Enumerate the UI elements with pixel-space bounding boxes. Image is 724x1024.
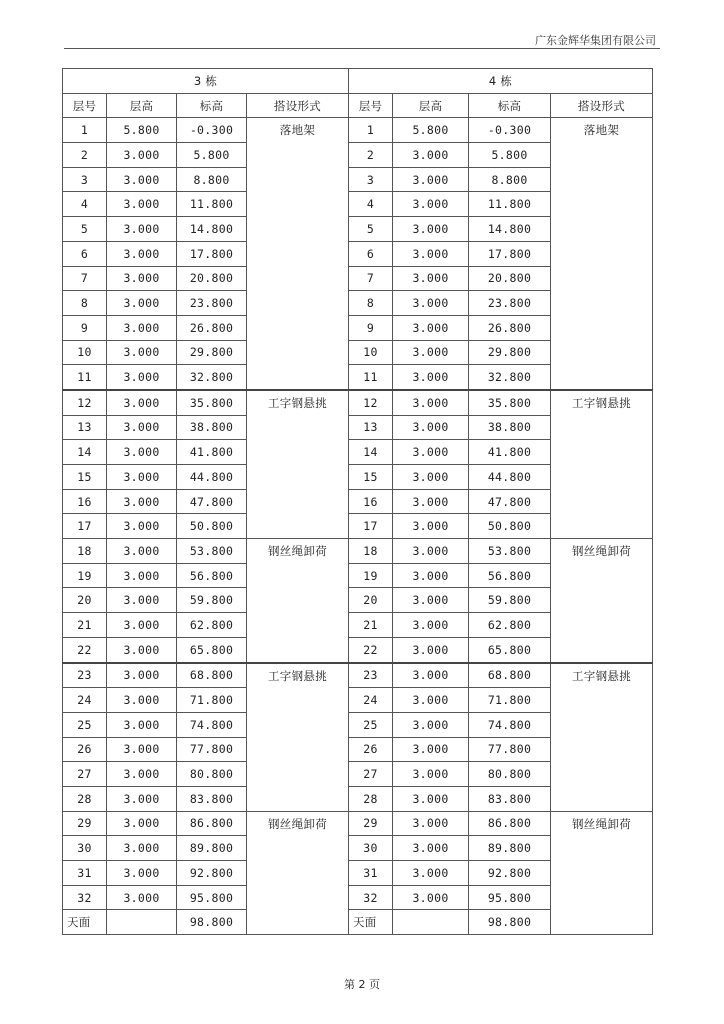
floor-number-cell: 4 [63, 192, 107, 217]
scaffold-mode-cell: 钢丝绳卸荷 [247, 539, 349, 663]
scaffold-mode-cell: 工字钢悬挑 [551, 663, 653, 812]
elevation-cell: 23.800 [469, 291, 551, 316]
floor-height-cell: 3.000 [107, 390, 177, 415]
elevation-cell: 41.800 [177, 440, 247, 465]
header-rule [64, 48, 660, 49]
floor-number-cell: 3 [63, 167, 107, 192]
floor-height-cell: 3.000 [107, 315, 177, 340]
col-header-elevation: 标高 [469, 93, 551, 118]
elevation-cell: 11.800 [469, 192, 551, 217]
floor-height-cell: 3.000 [107, 663, 177, 688]
floor-number-cell: 7 [349, 266, 393, 291]
floor-height-cell: 3.000 [393, 365, 469, 390]
floor-height-cell: 3.000 [107, 217, 177, 242]
floor-height-cell [107, 910, 177, 935]
elevation-cell: 95.800 [177, 885, 247, 910]
floor-number-cell: 28 [63, 786, 107, 811]
elevation-cell: 98.800 [177, 910, 247, 935]
elevation-cell: 56.800 [469, 563, 551, 588]
floor-height-cell: 3.000 [107, 514, 177, 539]
floor-height-cell: 3.000 [393, 539, 469, 564]
floor-number-cell: 10 [63, 340, 107, 365]
floor-height-cell: 3.000 [393, 688, 469, 713]
floor-height-cell: 3.000 [107, 465, 177, 490]
elevation-cell: 53.800 [177, 539, 247, 564]
column-header-row [63, 93, 653, 118]
elevation-cell: 83.800 [469, 786, 551, 811]
elevation-cell: -0.300 [469, 118, 551, 143]
elevation-cell: 47.800 [177, 489, 247, 514]
floor-number-cell: 13 [349, 415, 393, 440]
floor-number-cell: 12 [63, 390, 107, 415]
elevation-cell: 86.800 [177, 811, 247, 836]
floor-number-cell: 18 [63, 539, 107, 564]
floor-height-cell: 3.000 [393, 861, 469, 886]
floor-height-cell: 5.800 [107, 118, 177, 143]
col-header-floor: 层号 [63, 93, 107, 118]
floor-height-cell: 3.000 [107, 266, 177, 291]
floor-height-cell: 3.000 [107, 811, 177, 836]
floor-number-cell: 27 [349, 762, 393, 787]
scaffold-mode-cell: 工字钢悬挑 [551, 390, 653, 539]
floor-height-cell: 3.000 [393, 241, 469, 266]
floor-height-cell: 3.000 [107, 563, 177, 588]
floor-height-cell: 3.000 [393, 786, 469, 811]
elevation-cell: 95.800 [469, 885, 551, 910]
floor-height-cell: 3.000 [393, 192, 469, 217]
floor-number-cell: 21 [63, 613, 107, 638]
elevation-cell: 26.800 [469, 315, 551, 340]
elevation-cell: -0.300 [177, 118, 247, 143]
col-header-mode: 搭设形式 [247, 93, 349, 118]
floor-number-cell: 13 [63, 415, 107, 440]
elevation-cell: 38.800 [177, 415, 247, 440]
floor-number-cell: 26 [63, 737, 107, 762]
floor-number-cell: 30 [63, 836, 107, 861]
floor-height-cell: 3.000 [393, 340, 469, 365]
floor-number-cell: 17 [63, 514, 107, 539]
col-header-height: 层高 [393, 93, 469, 118]
floor-height-cell: 3.000 [393, 415, 469, 440]
floor-height-cell: 3.000 [393, 489, 469, 514]
elevation-cell: 8.800 [469, 167, 551, 192]
elevation-cell: 68.800 [177, 663, 247, 688]
floor-number-cell: 25 [349, 712, 393, 737]
floor-height-cell: 3.000 [393, 613, 469, 638]
elevation-cell: 41.800 [469, 440, 551, 465]
floor-height-cell: 3.000 [393, 637, 469, 662]
floor-height-cell: 3.000 [393, 811, 469, 836]
floor-number-cell: 17 [349, 514, 393, 539]
floor-number-cell: 15 [349, 465, 393, 490]
elevation-cell: 92.800 [469, 861, 551, 886]
elevation-cell: 11.800 [177, 192, 247, 217]
col-header-mode: 搭设形式 [551, 93, 653, 118]
elevation-cell: 68.800 [469, 663, 551, 688]
elevation-cell: 92.800 [177, 861, 247, 886]
table-row [63, 811, 653, 836]
floor-height-cell: 3.000 [107, 688, 177, 713]
floor-number-cell: 26 [349, 737, 393, 762]
col-header-floor: 层号 [349, 93, 393, 118]
company-name: 广东金辉华集团有限公司 [535, 34, 656, 47]
floor-number-cell: 22 [349, 637, 393, 662]
elevation-cell: 80.800 [469, 762, 551, 787]
table-row [63, 663, 653, 688]
floor-number-cell: 14 [63, 440, 107, 465]
floor-height-cell: 3.000 [107, 588, 177, 613]
floor-number-cell: 天面 [349, 910, 393, 935]
floor-number-cell: 1 [349, 118, 393, 143]
floor-height-cell: 3.000 [107, 489, 177, 514]
table-row [63, 539, 653, 564]
scaffold-mode-cell: 工字钢悬挑 [247, 663, 349, 812]
elevation-cell: 62.800 [177, 613, 247, 638]
scaffold-mode-cell: 工字钢悬挑 [247, 390, 349, 539]
elevation-cell: 29.800 [469, 340, 551, 365]
floor-number-cell: 16 [349, 489, 393, 514]
floor-number-cell: 18 [349, 539, 393, 564]
elevation-cell: 47.800 [469, 489, 551, 514]
floor-height-cell: 3.000 [393, 588, 469, 613]
floor-height-cell: 3.000 [107, 143, 177, 168]
elevation-cell: 65.800 [177, 637, 247, 662]
floor-height-cell: 3.000 [107, 291, 177, 316]
scaffold-mode-cell: 钢丝绳卸荷 [551, 811, 653, 934]
floor-number-cell: 19 [349, 563, 393, 588]
floor-number-cell: 5 [349, 217, 393, 242]
floor-number-cell: 22 [63, 637, 107, 662]
floor-number-cell: 15 [63, 465, 107, 490]
floor-height-cell: 3.000 [107, 365, 177, 390]
floor-number-cell: 9 [63, 315, 107, 340]
floor-height-cell: 3.000 [393, 217, 469, 242]
floor-number-cell: 1 [63, 118, 107, 143]
elevation-cell: 29.800 [177, 340, 247, 365]
floor-number-cell: 25 [63, 712, 107, 737]
floor-height-cell: 3.000 [107, 762, 177, 787]
floor-height-cell: 3.000 [393, 514, 469, 539]
elevation-cell: 50.800 [469, 514, 551, 539]
building-right-label: 4 栋 [349, 69, 653, 94]
floor-height-cell: 3.000 [107, 861, 177, 886]
table-body [63, 118, 653, 935]
floor-height-cell: 3.000 [107, 712, 177, 737]
floor-number-cell: 31 [63, 861, 107, 886]
floor-number-cell: 3 [349, 167, 393, 192]
floor-number-cell: 14 [349, 440, 393, 465]
elevation-cell: 98.800 [469, 910, 551, 935]
floor-height-cell: 3.000 [107, 241, 177, 266]
elevation-cell: 74.800 [177, 712, 247, 737]
floor-number-cell: 2 [63, 143, 107, 168]
elevation-cell: 35.800 [177, 390, 247, 415]
floor-number-cell: 16 [63, 489, 107, 514]
col-header-height: 层高 [107, 93, 177, 118]
floor-number-cell: 10 [349, 340, 393, 365]
scaffold-mode-cell: 钢丝绳卸荷 [551, 539, 653, 663]
floor-height-cell: 3.000 [393, 762, 469, 787]
floor-number-cell: 21 [349, 613, 393, 638]
floor-height-cell: 3.000 [393, 563, 469, 588]
elevation-cell: 89.800 [177, 836, 247, 861]
elevation-cell: 89.800 [469, 836, 551, 861]
elevation-cell: 23.800 [177, 291, 247, 316]
elevation-cell: 38.800 [469, 415, 551, 440]
floor-number-cell: 11 [63, 365, 107, 390]
floor-height-cell: 3.000 [393, 315, 469, 340]
elevation-cell: 83.800 [177, 786, 247, 811]
elevation-cell: 5.800 [177, 143, 247, 168]
floor-number-cell: 6 [63, 241, 107, 266]
elevation-cell: 65.800 [469, 637, 551, 662]
floor-number-cell: 6 [349, 241, 393, 266]
elevation-cell: 26.800 [177, 315, 247, 340]
elevation-cell: 71.800 [469, 688, 551, 713]
floor-number-cell: 29 [63, 811, 107, 836]
floor-number-cell: 27 [63, 762, 107, 787]
floor-number-cell: 32 [63, 885, 107, 910]
floor-height-cell: 3.000 [107, 192, 177, 217]
floor-number-cell: 20 [63, 588, 107, 613]
floor-number-cell: 11 [349, 365, 393, 390]
col-header-elevation: 标高 [177, 93, 247, 118]
floor-height-cell: 3.000 [107, 440, 177, 465]
elevation-cell: 17.800 [177, 241, 247, 266]
elevation-cell: 71.800 [177, 688, 247, 713]
floor-number-cell: 20 [349, 588, 393, 613]
elevation-cell: 53.800 [469, 539, 551, 564]
floor-height-cell: 3.000 [393, 885, 469, 910]
elevation-cell: 35.800 [469, 390, 551, 415]
page-number: 第 2 页 [344, 978, 380, 991]
floor-height-cell: 3.000 [393, 440, 469, 465]
floor-height-cell: 3.000 [107, 167, 177, 192]
floor-height-cell: 3.000 [393, 663, 469, 688]
floor-number-cell: 2 [349, 143, 393, 168]
scaffold-mode-cell: 钢丝绳卸荷 [247, 811, 349, 934]
elevation-cell: 44.800 [469, 465, 551, 490]
floor-height-cell: 3.000 [107, 885, 177, 910]
elevation-cell: 77.800 [177, 737, 247, 762]
floor-height-cell: 3.000 [393, 390, 469, 415]
elevation-cell: 59.800 [469, 588, 551, 613]
elevation-cell: 32.800 [177, 365, 247, 390]
floor-number-cell: 4 [349, 192, 393, 217]
floor-number-cell: 5 [63, 217, 107, 242]
floor-height-cell: 3.000 [393, 836, 469, 861]
elevation-cell: 56.800 [177, 563, 247, 588]
floor-height-cell: 3.000 [393, 737, 469, 762]
elevation-cell: 74.800 [469, 712, 551, 737]
floor-elevation-table [62, 68, 653, 935]
floor-height-cell: 3.000 [107, 415, 177, 440]
floor-height-cell: 3.000 [393, 712, 469, 737]
floor-number-cell: 30 [349, 836, 393, 861]
floor-number-cell: 32 [349, 885, 393, 910]
floor-height-cell: 3.000 [393, 465, 469, 490]
floor-height-cell: 3.000 [107, 737, 177, 762]
elevation-cell: 86.800 [469, 811, 551, 836]
elevation-cell: 44.800 [177, 465, 247, 490]
building-left-label: 3 栋 [63, 69, 349, 94]
floor-height-cell: 3.000 [107, 836, 177, 861]
table-row [63, 390, 653, 415]
floor-number-cell: 24 [349, 688, 393, 713]
floor-height-cell: 3.000 [393, 167, 469, 192]
elevation-cell: 14.800 [177, 217, 247, 242]
floor-number-cell: 24 [63, 688, 107, 713]
elevation-cell: 20.800 [469, 266, 551, 291]
floor-number-cell: 8 [63, 291, 107, 316]
floor-number-cell: 29 [349, 811, 393, 836]
elevation-cell: 59.800 [177, 588, 247, 613]
scaffold-mode-cell: 落地架 [247, 118, 349, 390]
floor-number-cell: 8 [349, 291, 393, 316]
floor-height-cell: 3.000 [107, 340, 177, 365]
elevation-cell: 80.800 [177, 762, 247, 787]
floor-number-cell: 23 [349, 663, 393, 688]
elevation-cell: 50.800 [177, 514, 247, 539]
floor-height-cell [393, 910, 469, 935]
floor-height-cell: 3.000 [393, 266, 469, 291]
floor-number-cell: 19 [63, 563, 107, 588]
floor-number-cell: 31 [349, 861, 393, 886]
elevation-cell: 62.800 [469, 613, 551, 638]
elevation-cell: 32.800 [469, 365, 551, 390]
floor-number-cell: 23 [63, 663, 107, 688]
table-row [63, 118, 653, 143]
floor-height-cell: 3.000 [107, 613, 177, 638]
elevation-cell: 77.800 [469, 737, 551, 762]
elevation-cell: 20.800 [177, 266, 247, 291]
elevation-cell: 17.800 [469, 241, 551, 266]
floor-number-cell: 7 [63, 266, 107, 291]
elevation-cell: 14.800 [469, 217, 551, 242]
building-header-row [63, 69, 653, 94]
floor-height-cell: 3.000 [107, 786, 177, 811]
floor-height-cell: 3.000 [107, 637, 177, 662]
floor-height-cell: 5.800 [393, 118, 469, 143]
scaffold-mode-cell: 落地架 [551, 118, 653, 390]
floor-height-cell: 3.000 [107, 539, 177, 564]
elevation-cell: 5.800 [469, 143, 551, 168]
floor-height-cell: 3.000 [393, 291, 469, 316]
floor-number-cell: 28 [349, 786, 393, 811]
floor-number-cell: 天面 [63, 910, 107, 935]
floor-height-cell: 3.000 [393, 143, 469, 168]
floor-number-cell: 9 [349, 315, 393, 340]
floor-number-cell: 12 [349, 390, 393, 415]
elevation-cell: 8.800 [177, 167, 247, 192]
